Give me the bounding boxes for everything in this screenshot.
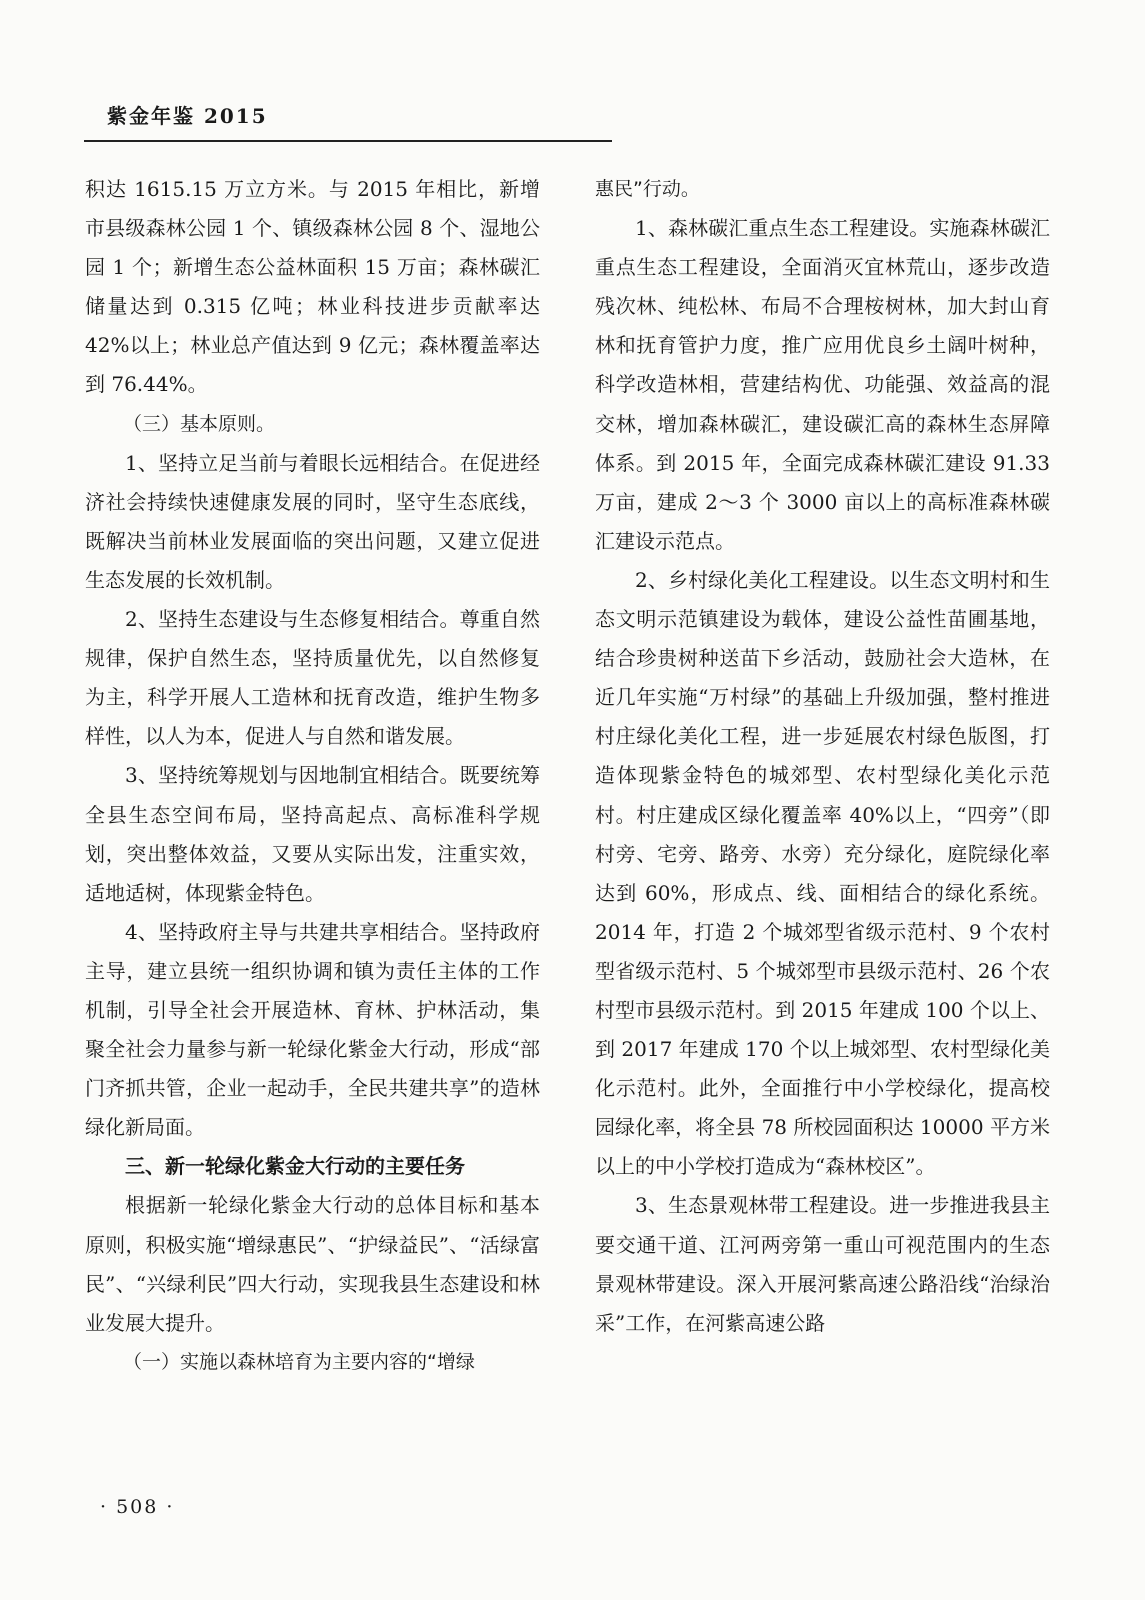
paragraph-task-3: 3、生态景观林带工程建设。进一步推进我县主要交通干道、江河两旁第一重山可视范围内的生态景观林带建设。深入开展河紫高速公路沿线“治绿治采”工作，在河紫高速公路 xyxy=(595,1193,1050,1335)
subsection-heading: （一）实施以森林培育为主要内容的“增绿 xyxy=(123,1350,475,1373)
left-column xyxy=(85,170,540,1382)
paragraph-intro: 根据新一轮绿化紫金大行动的总体目标和基本原则，积极实施“增绿惠民”、“护绿益民”、“活绿富民”、“兴绿利民”四大行动，实现我县生态建设和林业发展大提升。 xyxy=(85,1193,540,1335)
paragraph-task-2: 2、乡村绿化美化工程建设。以生态文明村和生态文明示范镇建设为载体，建设公益性苗圃基地，结合珍贵树种送苗下乡活动，鼓励社会大造林，在近几年实施“万村绿”的基础上升级加强，整村推进村庄绿化美化工程，进一步延展农村绿色版图，打造体现紫金特色的城郊型、农村型绿化美化示范村。村庄建成区绿化覆盖率 40%以上，“四旁”（即村旁、宅旁、路旁、水旁）充分绿化，庭院绿化率达到 60%，形成点、线、面相结合的绿化系统。2014 年，打造 2 个城郊型省级示范村、9 个农村型省级示范村、5 个城郊型市县级示范村、26 个农村型市县级示范村。到 2015 年建成 100 个以上、到 2017 年建成 170 个以上城郊型、农村型绿化美化示范村。此外，全面推行中小学校绿化，提高校园绿化率，将全县 78 所校园面积达 10000 平方米以上的中小学校打造成为“森林校区”。 xyxy=(595,567,1050,1179)
header-rule xyxy=(84,140,612,142)
paragraph-principle-1: 1、坚持立足当前与着眼长远相结合。在促进经济社会持续快速健康发展的同时，坚守生态底线，既解决当前林业发展面临的突出问题，又建立促进生态发展的长效机制。 xyxy=(85,450,540,592)
paragraph-continuation: 积达 1615.15 万立方米。与 2015 年相比，新增市县级森林公园 1 个、镇级森林公园 8 个、湿地公园 1 个；新增生态公益林面积 15 万亩；森林碳汇储量达到 0.315 亿吨；林业科技进步贡献率达 42%以上；林业总产值达到 9 亿元；森林覆盖率达到 76.44%。 xyxy=(85,177,540,397)
running-header: 紫金年鉴 2015 xyxy=(107,104,268,128)
page-number: · 508 · xyxy=(100,1496,175,1518)
paragraph-principle-2: 2、坚持生态建设与生态修复相结合。尊重自然规律，保护自然生态，坚持质量优先，以自然修复为主，科学开展人工造林和抚育改造，维护生物多样性，以人为本，促进人与自然和谐发展。 xyxy=(85,607,540,749)
paragraph-principle-4: 4、坚持政府主导与共建共享相结合。坚持政府主导，建立县统一组织协调和镇为责任主体的工作机制，引导全社会开展造林、育林、护林活动，集聚全社会力量参与新一轮绿化紫金大行动，形成“部门齐抓共管，企业一起动手，全民共建共享”的造林绿化新局面。 xyxy=(85,919,540,1140)
right-column xyxy=(595,170,1050,1343)
paragraph-task-1: 1、森林碳汇重点生态工程建设。实施森林碳汇重点生态工程建设，全面消灭宜林荒山，逐步改造残次林、纯松林、布局不合理桉树林，加大封山育林和抚育管护力度，推广应用优良乡土阔叶树种，科学改造林相，营建结构优、功能强、效益高的混交林，增加森林碳汇，建设碳汇高的森林生态屏障体系。到 2015 年，全面完成森林碳汇建设 91.33 万亩，建成 2～3 个 3000 亩以上的高标准森林碳汇建设示范点。 xyxy=(595,216,1050,553)
section-heading: 三、新一轮绿化紫金大行动的主要任务 xyxy=(125,1154,465,1179)
paragraph-principle-3: 3、坚持统筹规划与因地制宜相结合。既要统筹全县生态空间布局，坚持高起点、高标准科学规划，突出整体效益，又要从实际出发，注重实效，适地适树，体现紫金特色。 xyxy=(85,763,540,905)
section-subheading: （三）基本原则。 xyxy=(123,412,276,435)
subsection-heading-continuation: 惠民”行动。 xyxy=(595,178,700,200)
